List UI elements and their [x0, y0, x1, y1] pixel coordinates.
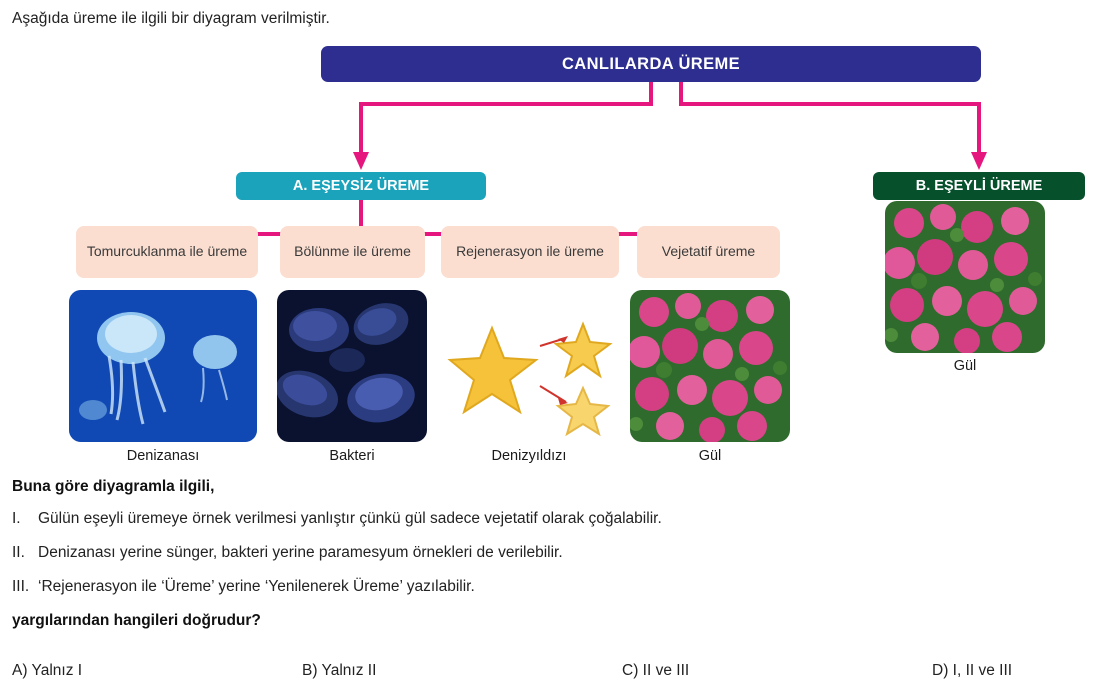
starfish-illustration: [440, 290, 618, 442]
intro-text: Aşağıda üreme ile ilgili bir diyagram verilmiştir.: [12, 10, 330, 27]
caption-rose: Gül: [698, 448, 722, 464]
leaf-label-budding: Tomurcuklanma ile üreme: [76, 226, 258, 278]
caption-bacteria: Bakteri: [329, 448, 375, 464]
option-b[interactable]: [302, 662, 622, 680]
option-b-key: B): [302, 662, 318, 679]
reproduction-diagram: [0, 38, 1102, 478]
question-block: [12, 478, 1092, 630]
option-d[interactable]: [932, 662, 1092, 680]
statement-2-text: Denizanası yerine sünger, bakteri yerine paramesyum örnekleri de verilebilir.: [38, 544, 563, 561]
leaf-label-vegetative: Vejetatif üreme: [637, 226, 780, 278]
statement-3-number: III.: [12, 578, 30, 595]
roses-photo: [630, 290, 790, 442]
statement-2-number: II.: [12, 544, 25, 561]
leaf-label-fission: Bölünme ile üreme: [280, 226, 425, 278]
question-prompt: yargılarından hangileri doğrudur?: [12, 612, 261, 629]
bacteria-photo: [277, 290, 427, 442]
statement-3-text: ‘Rejenerasyon ile ‘Üreme’ yerine ‘Yenilenerek Üreme’ yazılabilir.: [38, 578, 475, 595]
option-d-key: D): [932, 662, 949, 679]
branch-sexual: B. EŞEYLİ ÜREME: [873, 172, 1085, 200]
caption-rose-sexual: Gül: [953, 358, 977, 374]
option-c-label: II ve III: [642, 662, 690, 679]
option-b-label: Yalnız II: [321, 662, 377, 679]
caption-jellyfish: Denizanası: [126, 448, 200, 464]
statement-1: [12, 510, 1092, 528]
option-c[interactable]: [622, 662, 932, 680]
option-a-label: Yalnız I: [31, 662, 83, 679]
roses-photo-sexual: [885, 201, 1045, 353]
answer-options: [12, 662, 1092, 680]
option-a[interactable]: [12, 662, 302, 680]
statement-1-number: I.: [12, 510, 21, 527]
statement-3: [12, 578, 1092, 596]
leaf-label-regeneration: Rejenerasyon ile üreme: [441, 226, 619, 278]
question-lead: Buna göre diyagramla ilgili,: [12, 478, 215, 495]
statement-2: [12, 544, 1092, 562]
root-node: CANLILARDA ÜREME: [321, 46, 981, 82]
statement-1-text: Gülün eşeyli üremeye örnek verilmesi yanlıştır çünkü gül sadece vejetatif olarak çoğalabilir.: [38, 510, 662, 527]
option-c-key: C): [622, 662, 639, 679]
branch-asexual: A. EŞEYSİZ ÜREME: [236, 172, 486, 200]
option-a-key: A): [12, 662, 28, 679]
option-d-label: I, II ve III: [952, 662, 1013, 679]
caption-starfish: Denizyıldızı: [491, 448, 567, 464]
jellyfish-photo: [69, 290, 257, 442]
